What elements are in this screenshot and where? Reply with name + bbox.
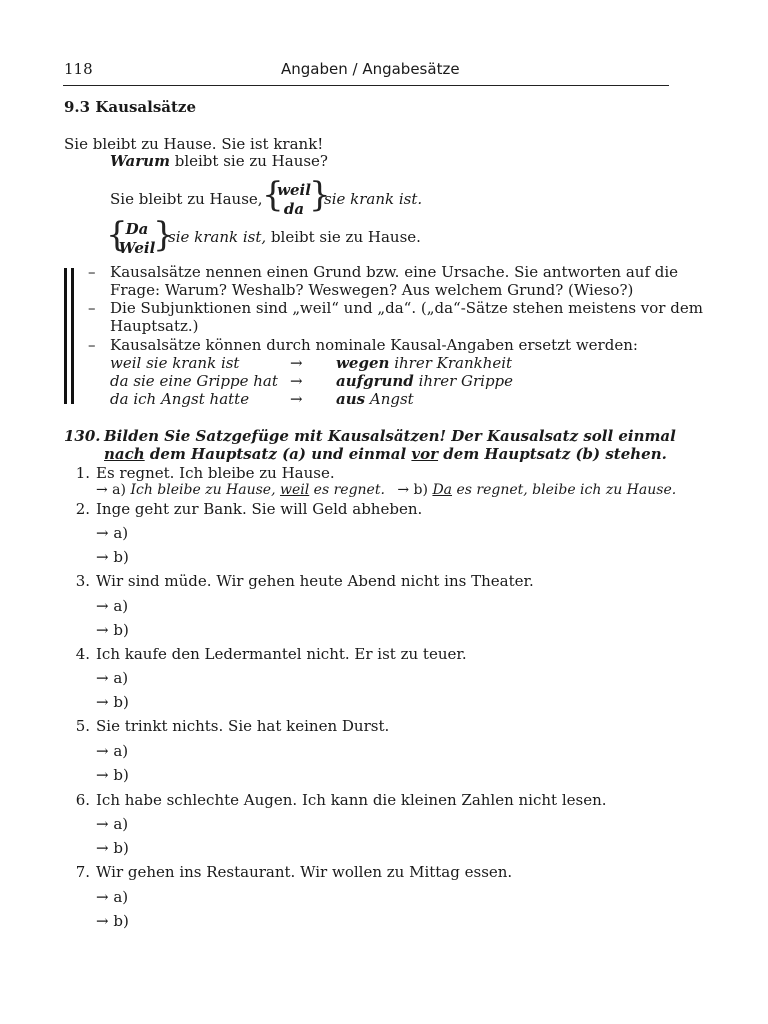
item-number: 4. xyxy=(75,645,90,663)
note2-line2: Hauptsatz.) xyxy=(110,317,199,335)
answer-a-slot[interactable]: → a) xyxy=(96,815,129,833)
example2-rest xyxy=(168,228,421,246)
example1-rest: sie krank ist. xyxy=(324,190,423,208)
note2-line1: Die Subjunktionen sind „weil“ und „da“. („da“-Sätze stehen meistens vor dem xyxy=(110,299,703,317)
intro-question xyxy=(110,152,328,170)
item-text: Wir sind müde. Wir gehen heute Abend nicht ins Theater. xyxy=(96,572,534,590)
bullet-dash: – xyxy=(88,299,96,317)
running-title: Angaben / Angabesätze xyxy=(281,60,460,78)
item-number: 2. xyxy=(75,500,90,518)
left-brace-icon: { xyxy=(106,215,128,255)
option-weil: weil xyxy=(277,181,311,199)
bullet-dash: – xyxy=(88,263,96,281)
item-number: 6. xyxy=(75,791,90,809)
example1-main: Sie bleibt zu Hause, xyxy=(110,190,263,208)
clause-3: da ich Angst hatte xyxy=(110,390,250,408)
word-vor: vor xyxy=(411,445,439,463)
replacement-1 xyxy=(336,354,512,372)
example2-main: bleibt sie zu Hause. xyxy=(270,228,421,246)
preposition: aufgrund xyxy=(336,372,414,390)
intro-line: Sie bleibt zu Hause. Sie ist krank! xyxy=(64,135,324,153)
question-rest: bleibt sie zu Hause? xyxy=(174,152,328,170)
answer-a-slot[interactable]: → a) xyxy=(96,888,129,906)
answer-a-label: → a) xyxy=(96,482,126,498)
clause-1: weil sie krank ist xyxy=(110,354,240,372)
option-da: da xyxy=(283,200,305,218)
item-number: 1. xyxy=(75,464,90,482)
answer-b-slot[interactable]: → b) xyxy=(96,766,129,784)
arrow-icon: → xyxy=(290,390,303,408)
answer-a-weil: weil xyxy=(279,482,310,498)
answer-a-slot[interactable]: → a) xyxy=(96,669,129,687)
arrow-icon: → xyxy=(290,372,303,390)
margin-bar xyxy=(64,268,67,404)
page-number: 118 xyxy=(64,60,93,78)
right-brace-icon: } xyxy=(309,175,331,215)
bullet-dash: – xyxy=(88,336,96,354)
noun-phrase: ihrer Krankheit xyxy=(394,354,513,372)
item-number: 7. xyxy=(75,863,90,881)
word-nach: nach xyxy=(104,445,145,463)
clause-2: da sie eine Grippe hat xyxy=(110,372,278,390)
example-answer xyxy=(96,482,676,498)
answer-a-pre: Ich bleibe zu Hause, xyxy=(130,482,276,498)
note3-line1: Kausalsätze können durch nominale Kausal-Angaben ersetzt werden: xyxy=(110,336,638,354)
answer-b-slot[interactable]: → b) xyxy=(96,548,129,566)
margin-bar xyxy=(71,268,74,404)
left-brace-icon: { xyxy=(262,175,284,215)
preposition: wegen xyxy=(336,354,390,372)
replacement-3 xyxy=(336,390,414,408)
item-text: Ich kaufe den Ledermantel nicht. Er ist zu teuer. xyxy=(96,645,467,663)
option-weil: Weil xyxy=(118,239,156,257)
answer-b-slot[interactable]: → b) xyxy=(96,839,129,857)
example2-italic: sie krank ist, xyxy=(168,228,267,246)
item-text: Inge geht zur Bank. Sie will Geld abheben. xyxy=(96,500,423,518)
answer-b xyxy=(428,482,676,498)
exercise-number: 130. xyxy=(64,427,101,445)
item-number: 3. xyxy=(75,572,90,590)
note1-line2: Frage: Warum? Weshalb? Weswegen? Aus welchem Grund? (Wieso?) xyxy=(110,281,634,299)
right-brace-icon: } xyxy=(153,215,175,255)
answer-a-slot[interactable]: → a) xyxy=(96,524,129,542)
answer-b-post: es regnet, bleibe ich zu Hause. xyxy=(456,482,677,498)
item-number: 5. xyxy=(75,717,90,735)
item-text: Ich habe schlechte Augen. Ich kann die kleinen Zahlen nicht lesen. xyxy=(96,791,607,809)
item-text: Es regnet. Ich bleibe zu Hause. xyxy=(96,464,335,482)
answer-a xyxy=(126,482,385,498)
preposition: aus xyxy=(336,390,366,408)
option-da: Da xyxy=(125,220,149,238)
exercise-instruction-line2 xyxy=(104,445,667,463)
noun-phrase: Angst xyxy=(369,390,414,408)
header-rule xyxy=(63,85,669,86)
example2-options xyxy=(118,220,156,258)
replacement-2 xyxy=(336,372,513,390)
answer-b-slot[interactable]: → b) xyxy=(96,912,129,930)
answer-b-slot[interactable]: → b) xyxy=(96,693,129,711)
instruction-end: dem Hauptsatz (b) stehen. xyxy=(443,445,667,463)
note1-line1: Kausalsätze nennen einen Grund bzw. eine Ursache. Sie antworten auf die xyxy=(110,263,679,281)
answer-a-slot[interactable]: → a) xyxy=(96,742,129,760)
answer-b-slot[interactable]: → b) xyxy=(96,621,129,639)
answer-b-da: Da xyxy=(432,482,453,498)
noun-phrase: ihrer Grippe xyxy=(418,372,514,390)
answer-b-label: → b) xyxy=(397,482,428,498)
item-text: Sie trinkt nichts. Sie hat keinen Durst. xyxy=(96,717,390,735)
arrow-icon: → xyxy=(290,354,303,372)
question-word: Warum xyxy=(110,152,170,170)
answer-a-slot[interactable]: → a) xyxy=(96,597,129,615)
section-title: 9.3 Kausalsätze xyxy=(64,98,196,116)
exercise-instruction-line1: Bilden Sie Satzgefüge mit Kausalsätzen! Der Kausalsatz soll einmal xyxy=(104,427,676,445)
item-text: Wir gehen ins Restaurant. Wir wollen zu Mittag essen. xyxy=(96,863,513,881)
example1-options xyxy=(276,181,312,219)
answer-a-post: es regnet. xyxy=(313,482,385,498)
instruction-mid: dem Hauptsatz (a) und einmal xyxy=(149,445,407,463)
